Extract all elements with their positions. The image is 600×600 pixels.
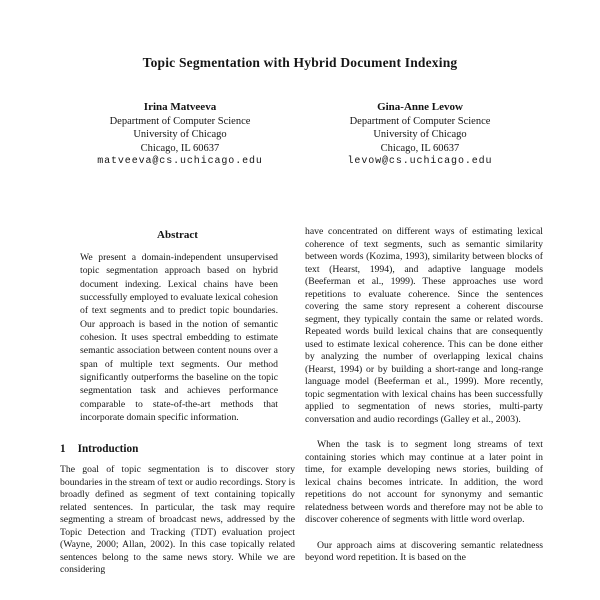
author-1-name: Irina Matveeva — [143, 101, 217, 113]
author-2-city: Chicago, IL 60637 — [380, 142, 460, 154]
author-block — [60, 101, 540, 169]
author-2-email: levow@cs.uchicago.edu — [347, 156, 493, 167]
abstract-heading: Abstract — [157, 229, 198, 241]
author-1-city: Chicago, IL 60637 — [140, 142, 220, 154]
right-paragraph-3: Our approach aims at discovering semantic relatedness beyond word repetition. It is based on the — [305, 539, 543, 563]
author-2 — [300, 101, 540, 169]
intro-paragraph-1: The goal of topic segmentation is to discover story boundaries in the stream of text or audio recordings. Story is broadly defined as segment of text containing topically related sentences. In particular, the task may require segmenting a stream of broadcast news, addressed by the Topic Detection and Tracking (TDT) evaluation project (Wayne, 2000; Allan, 2002). In this case topically related sentences belong to the same news story. While we are considering — [60, 464, 295, 576]
right-column — [305, 226, 543, 577]
left-column — [60, 226, 295, 577]
section-number: 1 — [60, 443, 66, 456]
right-paragraph-2: When the task is to segment long streams of text containing stories which may continue at a later point in time, for example developing news stories, building of lexical chains becomes intricate. In addition, the word repetitions do not account for synonymy and semantic relatedness between words and therefore may not be able to discover coherence of segments with little word overlap. — [305, 439, 543, 525]
section-title: Introduction — [77, 443, 139, 456]
abstract-text: We present a domain-independent unsupervised topic segmentation approach based on hybrid document indexing. Lexical chains have been successfully employed to evaluate lexical cohesion of text segments and to predict topic boundaries. Our approach is based in the notion of semantic cohesion. It uses spectral embedding to estimate semantic association between content nouns over a span of multiple text segments. Our method significantly outperforms the baseline on the topic segmentation task and achieves performance comparable to state-of-the-art methods that incorporate domain specific information. — [80, 252, 278, 424]
author-2-department: Department of Computer Science — [349, 115, 491, 127]
right-paragraph-1: have concentrated on different ways of estimating lexical coherence of text segments, such as semantic similarity between words (Kozima, 1993), similarity between blocks of text (Hearst, 1994), and adaptive language models (Beeferman et al., 1999). These approaches use word repetitions to evaluate coherence. Since the sentences covering the same story represent a coherent discourse segment, they typically contain the same or related words. Repeated words build lexical chains that are consequently used to estimate lexical coherence. This can be done either by analyzing the number of overlapping lexical chains (Hearst, 1994) or by building a short-range and long-range language model (Beeferman et al., 1999). More recently, topic segmentation with lexical chains has been successfully applied to segmentation of news stories, multi-party conversation and audio recordings (Galley et al., 2003). — [305, 226, 543, 425]
paper-title: Topic Segmentation with Hybrid Document Indexing — [142, 55, 458, 70]
author-2-university: University of Chicago — [373, 129, 467, 140]
author-2-name: Gina-Anne Levow — [377, 101, 463, 113]
author-1 — [60, 101, 300, 169]
two-column-body — [60, 226, 543, 577]
author-1-email: matveeva@cs.uchicago.edu — [97, 156, 263, 167]
author-1-university: University of Chicago — [133, 129, 227, 140]
section-heading-introduction — [60, 443, 295, 455]
author-1-department: Department of Computer Science — [109, 115, 251, 127]
